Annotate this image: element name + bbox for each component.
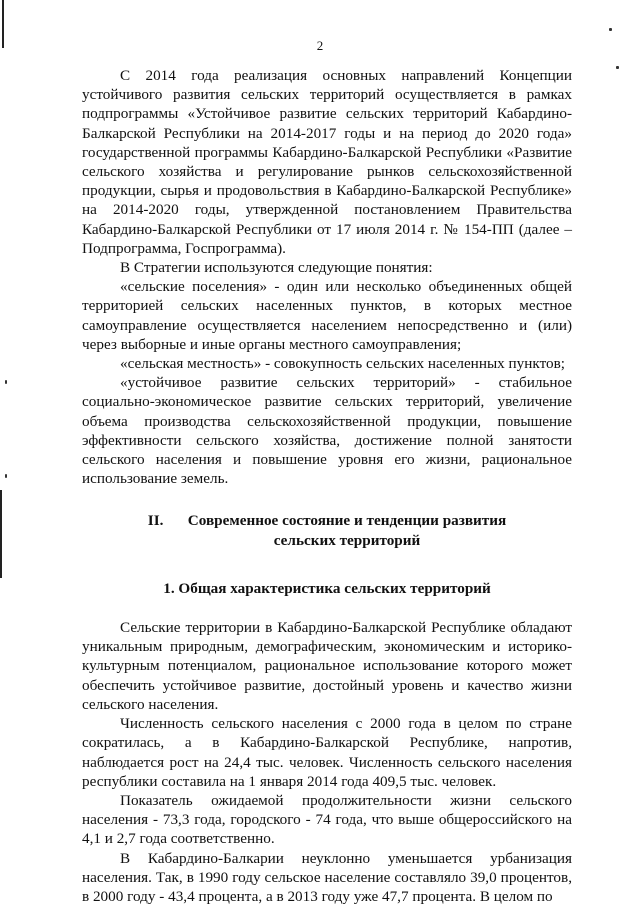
section-heading: [82, 511, 572, 549]
page-number: 2: [316, 38, 324, 53]
section-number: II.: [147, 512, 164, 530]
paragraph-body: Показатель ожидаемой продолжительности жизни сельского населения - 73,3 года, городского - 74 года, что выше общероссийского на 4,1 и 2,7 года соответственно.: [82, 791, 572, 848]
scan-edge-mark-bottom-left: [0, 490, 2, 578]
scan-speck: [609, 28, 612, 31]
paragraph-body: В Кабардино-Балкарии неуклонно уменьшается урбанизация населения. Так, в 1990 году сельское население составляло 39,0 процентов, в 2000 году - 43,4 процента, а в 2013 году уже 47,7 процента. В целом по: [82, 849, 572, 905]
paragraph-body: Численность сельского населения с 2000 года в целом по стране сократилась, а в Кабардино-Балкарской Республике, напротив, наблюдается рост на 24,4 тыс. человек. Численность сельского населения республики составила на 1 января 2014 года 409,5 тыс. человек.: [82, 715, 572, 790]
subsection-title: 1. Общая характеристика сельских территорий: [163, 579, 491, 597]
paragraph-definition-sustainable-development: «устойчивое развитие сельских территорий» - стабильное социально-экономическое развитие сельских территорий, увеличение объема производства сельскохозяйственной продукции, повышение эффективности сельского хозяйства, достижение полной занятости сельского населения и повышение уровня его жизни, рациональное использование земель.: [82, 374, 572, 488]
paragraph-definitions-lead: В Стратегии используются следующие понятия:: [120, 259, 433, 277]
section-title-line: сельских территорий: [273, 531, 421, 549]
scan-speck: [5, 380, 7, 384]
paragraph-body: Сельские территории в Кабардино-Балкарской Республике обладают уникальным природным, демографическим, экономическим и историко-культурным потенциалом, рациональное использование которого может обеспечить устойчивое развитие, достойный уровень и качество жизни сельского населения.: [82, 619, 572, 713]
paragraph-definition-rural-settlements: «сельские поселения» - один или несколько объединенных общей территорией сельских населенных пунктов, в которых местное самоуправление осуществляется населением непосредственно и (или) через выборные и иные органы местного самоуправления;: [82, 278, 572, 353]
section-title-line: Современное состояние и тенденции развития: [187, 512, 507, 530]
scan-speck: [616, 66, 619, 69]
scan-speck: [5, 474, 7, 478]
paragraph-intro: С 2014 года реализация основных направлений Концепции устойчивого развития сельских территорий осуществляется в рамках подпрограммы «Устойчивое развитие сельских территорий Кабардино-Балкарской Республики на 2014-2017 годы и на период до 2020 года» государственной программы Кабардино-Балкарской Республики «Развитие сельского хозяйства и регулирование рынков сельскохозяйственной продукции, сырья и продовольствия в Кабардино-Балкарской Республике» на 2014-2020 годы, утвержденной постановлением Правительства Кабардино-Балкарской Республики от 17 июля 2014 г. № 154-ПП (далее – Подпрограмма, Госпрограмма).: [82, 67, 572, 257]
document-body: [82, 66, 572, 906]
paragraph-definition-rural-area: «сельская местность» - совокупность сельских населенных пунктов;: [120, 355, 565, 373]
section-title: [188, 511, 506, 549]
